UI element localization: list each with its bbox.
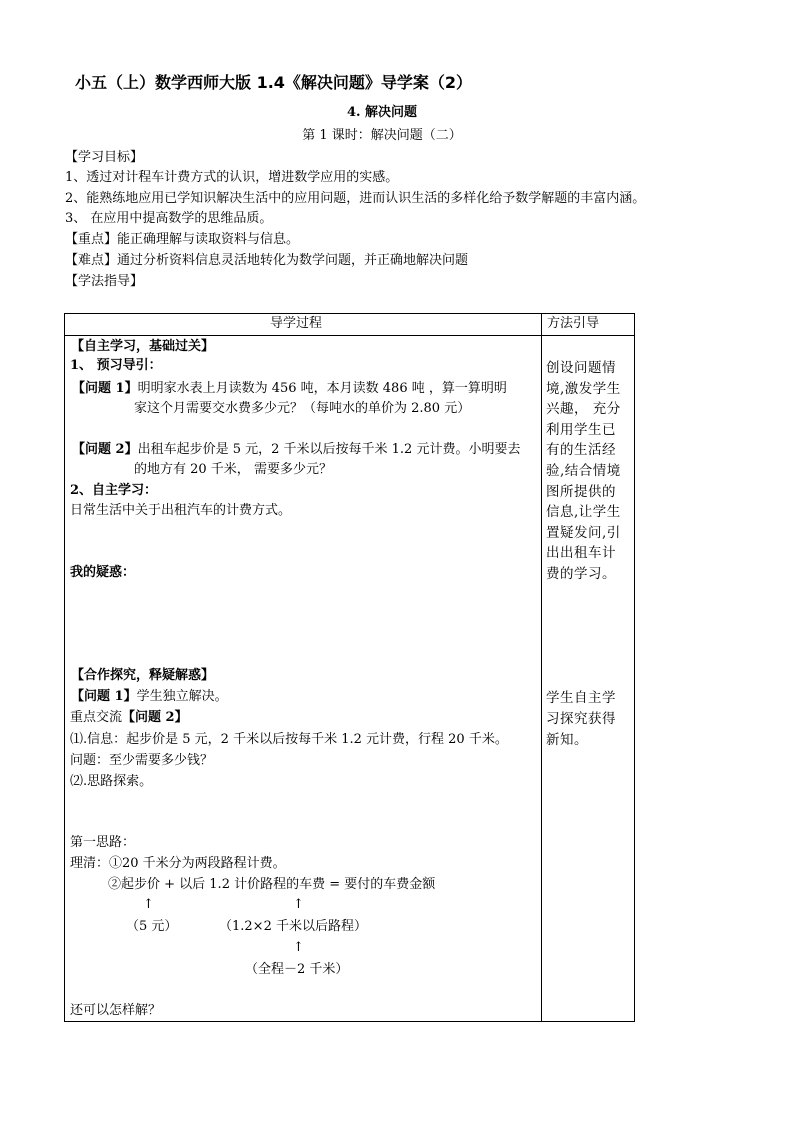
problem-2: 【问题 2】出租车起步价是 5 元，2 千米以后按每千米 1.2 元计费。小明要去 (72, 442, 521, 457)
divider (541, 314, 542, 1021)
distance-note: （全程－2 千米） (245, 962, 349, 977)
other-method: 还可以怎样解？ (70, 1003, 162, 1018)
question-line: 问题：至少需要多少钱？ (70, 753, 214, 768)
note-line: 图所提供的 (546, 483, 616, 500)
header-process: 导学过程 (270, 316, 323, 331)
problem-2-cont: 的地方有 20 千米， 需要多少元？ (134, 462, 332, 477)
doubt-label: 我的疑惑： (70, 565, 136, 580)
intro-line: 【学法指导】 (65, 274, 144, 289)
first-approach: 第一思路： (70, 835, 136, 850)
section-self-study: 【自主学习，基础过关】 (71, 339, 215, 354)
note-line: 学生自主学 (546, 690, 616, 706)
intro-line: 【重点】能正确理解与读取资料与信息。 (65, 232, 300, 247)
intro-line: 3、 在应用中提高数学的思维品质。 (65, 211, 273, 226)
note-line: 信息,让学生 (546, 504, 621, 521)
intro-line: 【学习目标】 (65, 150, 144, 165)
coop-problem-1: 【问题 1】学生独立解决。 (71, 689, 228, 704)
header-method: 方法引导 (547, 316, 600, 331)
note-line: 利用学生已 (546, 421, 616, 438)
arrow-up-icon: ↑ (293, 940, 304, 955)
note-line: 费的学习。 (546, 565, 616, 582)
intro-line: 1、透过对计程车计费方式的认识，增进数学应用的实感。 (65, 170, 399, 185)
method-note-2 (546, 689, 616, 752)
note-line: 境,激发学生 (546, 380, 621, 397)
note-line: 新知。 (546, 732, 588, 748)
intro-line: 【难点】通过分析资料信息灵活地转化为数学问题，并正确地解决问题 (65, 253, 469, 268)
arrow-up-icon: ↑ (293, 897, 304, 912)
metered-note: （1.2×2 千米以后路程） (219, 919, 367, 934)
note-line: 置疑发问,引 (546, 524, 621, 541)
document-title: 小五（上）数学西师大版 1.4《解决问题》导学案（2） (75, 73, 473, 92)
note-line: 创设问题情 (546, 360, 616, 376)
note-line: 兴趣， 充分 (546, 401, 621, 418)
problem-1: 【问题 1】明明家水表上月读数为 456 吨，本月读数 486 吨 ，算一算明明 (72, 381, 507, 396)
formula-line: ②起步价 + 以后 1.2 计价路程的车费 = 要付的车费金额 (108, 877, 436, 892)
note-line: 有的生活经 (546, 442, 616, 459)
focus-exchange: 重点交流【问题 2】 (70, 710, 188, 725)
intro-line: 2、能熟练地应用已学知识解决生活中的应用问题，进而认识生活的多样化给予数学解题的丰富内涵。 (65, 191, 646, 206)
base-fare-note: （5 元） (126, 919, 178, 934)
method-note-1 (546, 359, 621, 586)
problem-1-cont: 家这个月需要交水费多少元？（每吨水的单价为 2.80 元） (134, 401, 471, 416)
arrow-up-icon: ↑ (143, 897, 154, 912)
note-line: 验,结合情境 (546, 462, 621, 479)
explore-line: ⑵.思路探索。 (70, 774, 153, 789)
preview-heading: 1、 预习导引： (70, 358, 162, 373)
lesson-title: 第 1 课时：解决问题（二） (302, 128, 462, 143)
self-study-text: 日常生活中关于出租汽车的计费方式。 (70, 503, 292, 518)
note-line: 出出租车计 (546, 545, 616, 562)
note-line: 习探究获得 (546, 711, 616, 727)
self-study-heading: 2、自主学习： (70, 483, 158, 498)
section-cooperation: 【合作探究，释疑解惑】 (71, 668, 215, 683)
divider (65, 335, 634, 336)
info-line: ⑴.信息：起步价是 5 元，2 千米以后按每千米 1.2 元计费，行程 20 千米。 (70, 732, 508, 747)
chapter-title: 4. 解决问题 (346, 105, 418, 120)
clarify-line: 理清：①20 千米分为两段路程计费。 (70, 856, 286, 871)
